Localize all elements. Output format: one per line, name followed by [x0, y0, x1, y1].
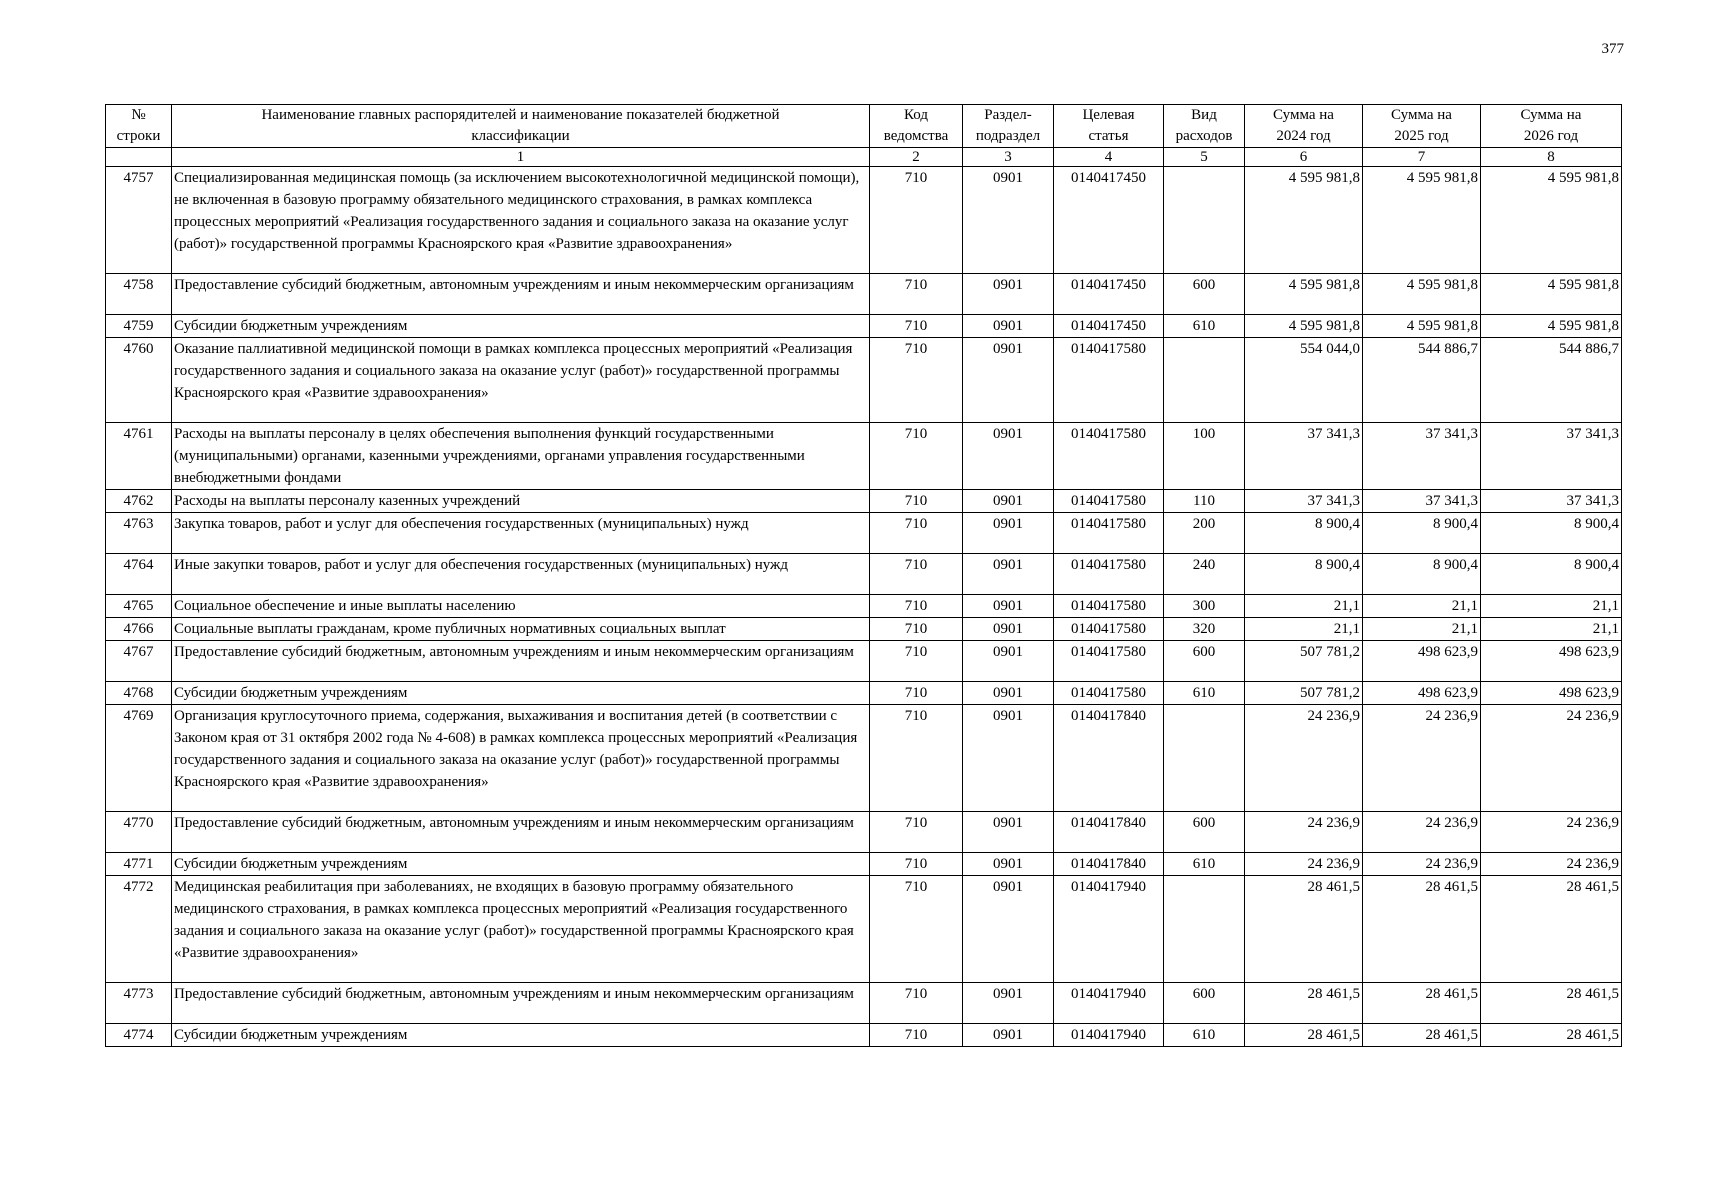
row-dept-code: 710: [870, 167, 963, 274]
row-number: 4772: [106, 876, 172, 983]
row-number: 4773: [106, 983, 172, 1024]
row-dept-code: 710: [870, 618, 963, 641]
row-section: 0901: [963, 167, 1054, 274]
row-name: Социальные выплаты гражданам, кроме публичных нормативных социальных выплат: [172, 618, 870, 641]
row-target: 0140417580: [1054, 641, 1164, 682]
row-name: Предоставление субсидий бюджетным, автономным учреждениям и иным некоммерческим организациям: [172, 812, 870, 853]
row-sum-2025: 4 595 981,8: [1363, 315, 1481, 338]
row-number: 4761: [106, 423, 172, 490]
header-row-no: № строки: [106, 105, 172, 148]
table-row: [106, 1024, 1622, 1047]
row-sum-2026: 8 900,4: [1481, 554, 1622, 595]
row-exp-type: 240: [1164, 554, 1245, 595]
row-sum-2025: 21,1: [1363, 595, 1481, 618]
header-sum-2025: Сумма на 2025 год: [1363, 105, 1481, 148]
column-index: 7: [1363, 148, 1481, 167]
header-sum-2026: Сумма на 2026 год: [1481, 105, 1622, 148]
row-exp-type: 200: [1164, 513, 1245, 554]
row-sum-2025: 28 461,5: [1363, 983, 1481, 1024]
row-target: 0140417940: [1054, 1024, 1164, 1047]
row-target: 0140417580: [1054, 423, 1164, 490]
row-sum-2026: 37 341,3: [1481, 423, 1622, 490]
row-sum-2025: 24 236,9: [1363, 812, 1481, 853]
row-sum-2025: 21,1: [1363, 618, 1481, 641]
row-sum-2024: 554 044,0: [1245, 338, 1363, 423]
row-exp-type: 110: [1164, 490, 1245, 513]
row-name: Социальное обеспечение и иные выплаты населению: [172, 595, 870, 618]
row-name: Иные закупки товаров, работ и услуг для обеспечения государственных (муниципальных) нужд: [172, 554, 870, 595]
row-sum-2024: 37 341,3: [1245, 490, 1363, 513]
row-dept-code: 710: [870, 853, 963, 876]
row-target: 0140417580: [1054, 618, 1164, 641]
row-number: 4770: [106, 812, 172, 853]
row-sum-2024: 4 595 981,8: [1245, 315, 1363, 338]
row-sum-2025: 498 623,9: [1363, 682, 1481, 705]
row-sum-2024: 28 461,5: [1245, 876, 1363, 983]
row-number: 4765: [106, 595, 172, 618]
header-target: Целевая статья: [1054, 105, 1164, 148]
row-target: 0140417450: [1054, 315, 1164, 338]
row-name: Субсидии бюджетным учреждениям: [172, 853, 870, 876]
row-sum-2025: 8 900,4: [1363, 513, 1481, 554]
table-row: [106, 812, 1622, 853]
row-section: 0901: [963, 338, 1054, 423]
header-name: Наименование главных распорядителей и наименование показателей бюджетной классификации: [172, 105, 870, 148]
table-row: [106, 876, 1622, 983]
row-target: 0140417450: [1054, 274, 1164, 315]
row-number: 4763: [106, 513, 172, 554]
row-sum-2024: 24 236,9: [1245, 812, 1363, 853]
row-name: Субсидии бюджетным учреждениям: [172, 682, 870, 705]
row-number: 4758: [106, 274, 172, 315]
row-sum-2025: 24 236,9: [1363, 853, 1481, 876]
row-dept-code: 710: [870, 1024, 963, 1047]
row-section: 0901: [963, 876, 1054, 983]
row-target: 0140417580: [1054, 554, 1164, 595]
header-exp-type: Вид расходов: [1164, 105, 1245, 148]
row-dept-code: 710: [870, 554, 963, 595]
row-target: 0140417940: [1054, 876, 1164, 983]
row-exp-type: 610: [1164, 853, 1245, 876]
table-row: [106, 853, 1622, 876]
row-number: 4766: [106, 618, 172, 641]
row-sum-2024: 24 236,9: [1245, 853, 1363, 876]
table-row: [106, 513, 1622, 554]
row-number: 4774: [106, 1024, 172, 1047]
row-exp-type: 610: [1164, 682, 1245, 705]
row-sum-2025: 498 623,9: [1363, 641, 1481, 682]
page-number: 377: [1601, 41, 1624, 57]
row-section: 0901: [963, 1024, 1054, 1047]
row-dept-code: 710: [870, 338, 963, 423]
row-target: 0140417580: [1054, 595, 1164, 618]
header-dept-code: Код ведомства: [870, 105, 963, 148]
row-dept-code: 710: [870, 274, 963, 315]
row-name: Субсидии бюджетным учреждениям: [172, 315, 870, 338]
row-sum-2026: 24 236,9: [1481, 812, 1622, 853]
row-exp-type: 600: [1164, 274, 1245, 315]
row-sum-2025: 28 461,5: [1363, 876, 1481, 983]
budget-table: [105, 104, 1622, 1047]
table-row: [106, 274, 1622, 315]
row-dept-code: 710: [870, 812, 963, 853]
row-section: 0901: [963, 682, 1054, 705]
row-sum-2026: 21,1: [1481, 595, 1622, 618]
row-number: 4768: [106, 682, 172, 705]
row-dept-code: 710: [870, 682, 963, 705]
column-index: 2: [870, 148, 963, 167]
row-dept-code: 710: [870, 641, 963, 682]
table-row: [106, 595, 1622, 618]
row-target: 0140417840: [1054, 705, 1164, 812]
table-row: [106, 618, 1622, 641]
row-section: 0901: [963, 595, 1054, 618]
row-target: 0140417450: [1054, 167, 1164, 274]
row-number: 4769: [106, 705, 172, 812]
row-exp-type: [1164, 338, 1245, 423]
row-section: 0901: [963, 641, 1054, 682]
row-section: 0901: [963, 812, 1054, 853]
row-exp-type: 320: [1164, 618, 1245, 641]
row-number: 4757: [106, 167, 172, 274]
row-sum-2024: 21,1: [1245, 595, 1363, 618]
row-number: 4764: [106, 554, 172, 595]
table-row: [106, 682, 1622, 705]
header-row: [106, 105, 1622, 148]
row-sum-2024: 8 900,4: [1245, 554, 1363, 595]
row-target: 0140417580: [1054, 682, 1164, 705]
row-section: 0901: [963, 274, 1054, 315]
row-dept-code: 710: [870, 595, 963, 618]
row-section: 0901: [963, 315, 1054, 338]
row-sum-2026: 24 236,9: [1481, 853, 1622, 876]
column-index: 3: [963, 148, 1054, 167]
row-sum-2026: 4 595 981,8: [1481, 274, 1622, 315]
row-dept-code: 710: [870, 876, 963, 983]
row-number: 4760: [106, 338, 172, 423]
row-sum-2024: 37 341,3: [1245, 423, 1363, 490]
row-sum-2024: 4 595 981,8: [1245, 167, 1363, 274]
row-exp-type: 100: [1164, 423, 1245, 490]
row-sum-2025: 28 461,5: [1363, 1024, 1481, 1047]
row-exp-type: 600: [1164, 983, 1245, 1024]
row-dept-code: 710: [870, 423, 963, 490]
row-name: Расходы на выплаты персоналу казенных учреждений: [172, 490, 870, 513]
row-section: 0901: [963, 618, 1054, 641]
row-sum-2026: 37 341,3: [1481, 490, 1622, 513]
table-row: [106, 983, 1622, 1024]
row-name: Субсидии бюджетным учреждениям: [172, 1024, 870, 1047]
row-section: 0901: [963, 983, 1054, 1024]
row-exp-type: 610: [1164, 315, 1245, 338]
row-sum-2025: 37 341,3: [1363, 423, 1481, 490]
row-dept-code: 710: [870, 315, 963, 338]
row-dept-code: 710: [870, 983, 963, 1024]
row-sum-2024: 24 236,9: [1245, 705, 1363, 812]
row-number: 4762: [106, 490, 172, 513]
row-target: 0140417580: [1054, 338, 1164, 423]
row-sum-2026: 28 461,5: [1481, 1024, 1622, 1047]
row-exp-type: [1164, 876, 1245, 983]
row-sum-2026: 28 461,5: [1481, 876, 1622, 983]
table-row: [106, 315, 1622, 338]
row-number: 4767: [106, 641, 172, 682]
row-sum-2026: 28 461,5: [1481, 983, 1622, 1024]
row-sum-2024: 507 781,2: [1245, 682, 1363, 705]
row-name: Расходы на выплаты персоналу в целях обеспечения выполнения функций государственными (муниципальными) органами, казенными учреждениями, органами управления государственными внебюджетными фондами: [172, 423, 870, 490]
table-row: [106, 554, 1622, 595]
column-index: 6: [1245, 148, 1363, 167]
row-sum-2026: 498 623,9: [1481, 641, 1622, 682]
row-sum-2026: 4 595 981,8: [1481, 167, 1622, 274]
header-sum-2024: Сумма на 2024 год: [1245, 105, 1363, 148]
row-exp-type: 300: [1164, 595, 1245, 618]
row-sum-2026: 4 595 981,8: [1481, 315, 1622, 338]
row-dept-code: 710: [870, 705, 963, 812]
row-sum-2026: 24 236,9: [1481, 705, 1622, 812]
row-name: Медицинская реабилитация при заболеваниях, не входящих в базовую программу обязательного медицинского страхования, в рамках комплекса процессных мероприятий «Реализация государственного задания и социального заказа на оказание услуг (работ)» государственной программы Красноярского края «Развитие здравоохранения»: [172, 876, 870, 983]
table-row: [106, 338, 1622, 423]
row-name: Организация круглосуточного приема, содержания, выхаживания и воспитания детей (в соответствии с Законом края от 31 октября 2002 года № 4-608) в рамках комплекса процессных мероприятий «Реализация государственного задания и социального заказа на оказание услуг (работ)» государственной программы Красноярского края «Развитие здравоохранения»: [172, 705, 870, 812]
row-exp-type: 610: [1164, 1024, 1245, 1047]
row-sum-2026: 21,1: [1481, 618, 1622, 641]
table-row: [106, 423, 1622, 490]
row-sum-2025: 8 900,4: [1363, 554, 1481, 595]
row-exp-type: [1164, 167, 1245, 274]
row-sum-2026: 544 886,7: [1481, 338, 1622, 423]
row-target: 0140417580: [1054, 513, 1164, 554]
row-sum-2025: 4 595 981,8: [1363, 167, 1481, 274]
row-section: 0901: [963, 705, 1054, 812]
row-sum-2025: 37 341,3: [1363, 490, 1481, 513]
row-name: Предоставление субсидий бюджетным, автономным учреждениям и иным некоммерческим организациям: [172, 641, 870, 682]
row-exp-type: 600: [1164, 812, 1245, 853]
row-exp-type: [1164, 705, 1245, 812]
row-section: 0901: [963, 853, 1054, 876]
row-number: 4771: [106, 853, 172, 876]
row-sum-2024: 507 781,2: [1245, 641, 1363, 682]
table-row: [106, 705, 1622, 812]
row-name: Специализированная медицинская помощь (за исключением высокотехнологичной медицинской помощи), не включенная в базовую программу обязательного медицинского страхования, в рамках комплекса процессных мероприятий «Реализация государственного задания и социального заказа на оказание услуг (работ)» государственной программы Красноярского края «Развитие здравоохранения»: [172, 167, 870, 274]
table-row: [106, 490, 1622, 513]
row-sum-2025: 544 886,7: [1363, 338, 1481, 423]
row-sum-2024: 28 461,5: [1245, 1024, 1363, 1047]
table-row: [106, 167, 1622, 274]
column-index: 1: [172, 148, 870, 167]
row-section: 0901: [963, 513, 1054, 554]
row-name: Предоставление субсидий бюджетным, автономным учреждениям и иным некоммерческим организациям: [172, 274, 870, 315]
row-number: 4759: [106, 315, 172, 338]
column-index: 5: [1164, 148, 1245, 167]
row-target: 0140417940: [1054, 983, 1164, 1024]
row-sum-2026: 498 623,9: [1481, 682, 1622, 705]
row-sum-2026: 8 900,4: [1481, 513, 1622, 554]
row-name: Предоставление субсидий бюджетным, автономным учреждениям и иным некоммерческим организациям: [172, 983, 870, 1024]
row-sum-2024: 21,1: [1245, 618, 1363, 641]
row-sum-2024: 4 595 981,8: [1245, 274, 1363, 315]
row-section: 0901: [963, 490, 1054, 513]
column-index: 8: [1481, 148, 1622, 167]
row-name: Оказание паллиативной медицинской помощи в рамках комплекса процессных мероприятий «Реализация государственного задания и социального заказа на оказание услуг (работ)» государственной программы Красноярского края «Развитие здравоохранения»: [172, 338, 870, 423]
column-index-row: [106, 148, 1622, 167]
row-sum-2024: 8 900,4: [1245, 513, 1363, 554]
table-row: [106, 641, 1622, 682]
column-index: [106, 148, 172, 167]
row-section: 0901: [963, 423, 1054, 490]
row-sum-2025: 4 595 981,8: [1363, 274, 1481, 315]
row-dept-code: 710: [870, 490, 963, 513]
row-sum-2024: 28 461,5: [1245, 983, 1363, 1024]
row-name: Закупка товаров, работ и услуг для обеспечения государственных (муниципальных) нужд: [172, 513, 870, 554]
row-dept-code: 710: [870, 513, 963, 554]
row-section: 0901: [963, 554, 1054, 595]
row-target: 0140417840: [1054, 853, 1164, 876]
row-target: 0140417580: [1054, 490, 1164, 513]
header-section: Раздел- подраздел: [963, 105, 1054, 148]
row-target: 0140417840: [1054, 812, 1164, 853]
row-sum-2025: 24 236,9: [1363, 705, 1481, 812]
column-index: 4: [1054, 148, 1164, 167]
row-exp-type: 600: [1164, 641, 1245, 682]
